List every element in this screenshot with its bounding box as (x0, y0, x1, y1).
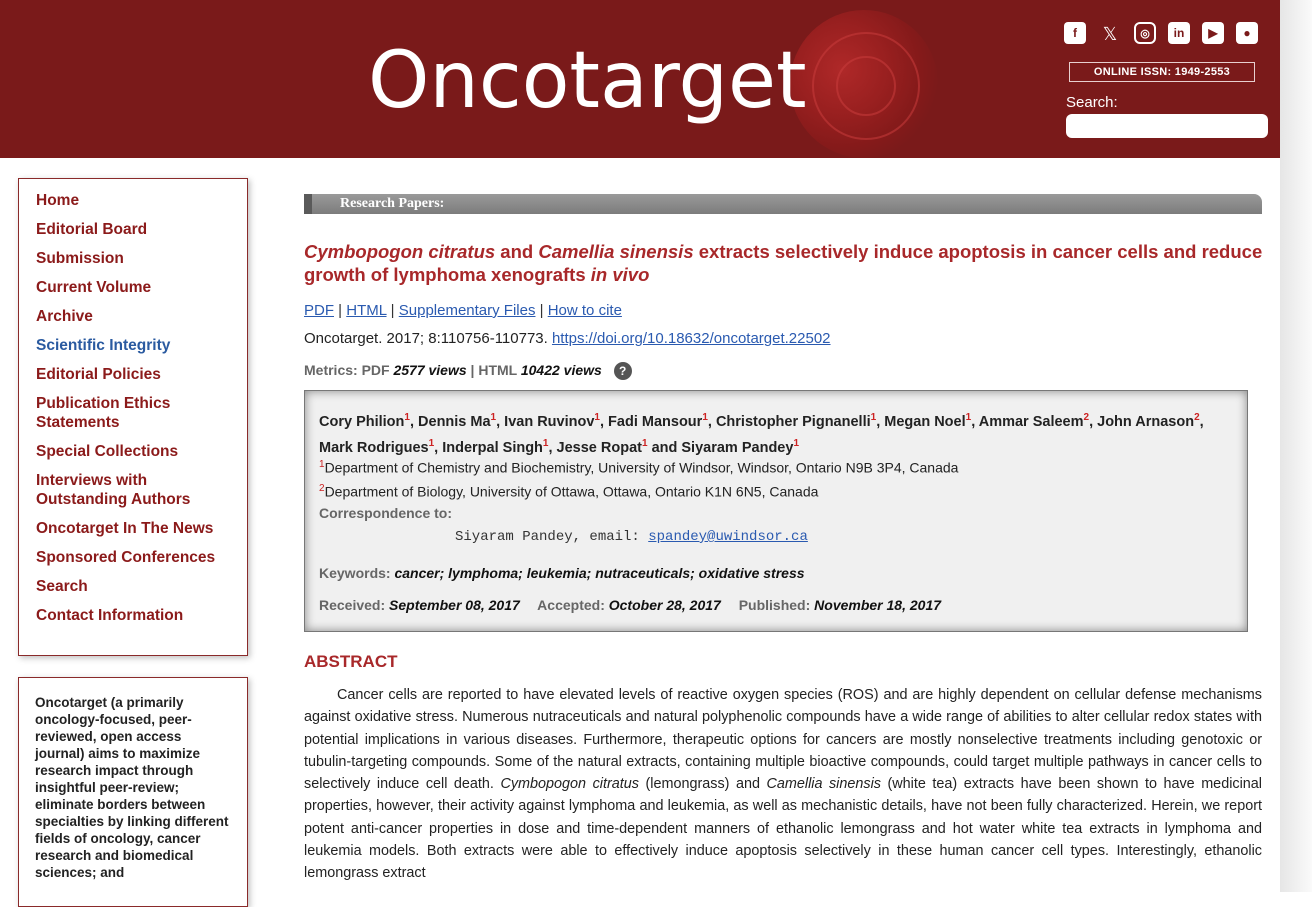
author: Christopher Pignanelli (715, 413, 871, 430)
supplementary-link[interactable]: Supplementary Files (398, 302, 536, 319)
sidebar-item-submission[interactable]: Submission (36, 250, 124, 267)
author: Dennis Ma (418, 413, 491, 430)
author: Inderpal Singh (442, 439, 543, 456)
section-label: Research Papers: (340, 196, 445, 211)
scrollbar-gutter (1280, 0, 1312, 892)
site-header (0, 0, 1280, 158)
author: Mark Rodrigues (319, 439, 429, 456)
author: Ammar Saleem (978, 413, 1084, 430)
how-to-cite-link[interactable]: How to cite (547, 302, 622, 319)
section-header (304, 194, 1262, 214)
social-links (1064, 22, 1258, 46)
linkedin-icon[interactable]: in (1168, 22, 1190, 44)
citation-line: Oncotarget. 2017; 8:110756-110773. https://doi.org/10.18632/oncotarget.22502 (304, 330, 831, 347)
correspondence-label: Correspondence to: (319, 505, 453, 521)
article-title: Cymbopogon citratus and Camellia sinensis extracts selectively induce apoptosis in cancer cells and reduce growth of lymphoma xenografts in vivo (304, 241, 1263, 285)
author: Jesse Ropat (556, 439, 642, 456)
author: Fadi Mansour (608, 413, 703, 430)
keywords: Keywords: cancer; lymphoma; leukemia; nutraceuticals; oxidative stress (319, 565, 805, 581)
abstract-text: Cancer cells are reported to have elevated levels of reactive oxygen species (ROS) and are highly dependent on cellular defense mechanisms against oxidative stress. Numerous nutraceuticals and natural polyphenolic compounds have a wide range of abilities to alter cellular redox states with potential implications in various diseases. Furthermore, therapeutic options for cancers are mostly nonselective treatments including genotoxic or tubulin-targeting compounds. Some of the natural extracts, containing multiple bioactive compounds, could target multiple pathways in cancer cells to selectively induce cell death. Cymbopogon citratus (lemongrass) and Camellia sinensis (white tea) extracts have been shown to have medicinal properties, however, their activity against lymphoma and leukemia, as well as mechanistic details, have not been fully characterized. Herein, we report potent anti-cancer properties in dose and time-dependent manners of ethanolic lemongrass and hot water white tea extracts in lymphoma and leukemia models. Both extracts were able to effectively induce apoptosis selectively in these human cancer cell types. Interestingly, ethanolic lemongrass extract (304, 687, 1262, 882)
youtube-icon[interactable]: ▶ (1202, 22, 1224, 44)
affiliation-1: $^1$Department of Chemistry and Biochemistry, University of Windsor, Windsor, Ontario N9B 3P4, Canada (319, 459, 959, 476)
publication-dates: Received: September 08, 2017 Accepted: October 28, 2017 Published: November 18, 2017 (319, 597, 942, 613)
sidebar-item-interviews[interactable]: Interviews with Outstanding Authors (36, 472, 191, 508)
logo-ring (836, 56, 896, 116)
sidebar-item-in-the-news[interactable]: Oncotarget In The News (36, 520, 214, 537)
affiliation-2: $^2$Department of Biology, University of Ottawa, Ottawa, Ontario K1N 6N5, Canada (319, 483, 819, 500)
author: Cory Philion (319, 413, 405, 430)
search-label: Search: (1066, 94, 1118, 111)
sidebar-item-sponsored-conferences[interactable]: Sponsored Conferences (36, 549, 216, 566)
article-info-box (304, 390, 1248, 632)
metrics-line: Metrics: PDF 2577 views | HTML 10422 views ? (304, 362, 632, 380)
instagram-icon[interactable]: ◎ (1134, 22, 1156, 44)
sidebar-item-publication-ethics[interactable]: Publication Ethics Statements (36, 395, 171, 431)
journal-description: Oncotarget (a primarily oncology-focused, peer-reviewed, open access journal) aims to maximize research impact through insightful peer-review; eliminate borders between specialties by linking different fields of oncology, cancer research and biomedical sciences; and (18, 677, 248, 907)
email-link[interactable]: spandey@uwindsor.ca (648, 529, 808, 545)
help-icon[interactable]: ? (614, 362, 632, 380)
author: John Arnason (1097, 413, 1195, 430)
sidebar-item-current-volume[interactable]: Current Volume (36, 279, 152, 296)
sidebar-item-home[interactable]: Home (36, 192, 80, 209)
sidebar-item-search[interactable]: Search (36, 578, 88, 595)
sidebar-item-archive[interactable]: Archive (36, 308, 93, 325)
abstract-heading: ABSTRACT (304, 652, 398, 671)
html-views: 10422 views (520, 362, 602, 378)
correspondence: Siyaram Pandey, email: spandey@uwindsor.ca (455, 529, 808, 545)
issn-badge: ONLINE ISSN: 1949-2553 (1069, 62, 1255, 82)
facebook-icon[interactable]: f (1064, 22, 1086, 44)
sidebar-item-scientific-integrity[interactable]: Scientific Integrity (36, 337, 171, 354)
author: Megan Noel (884, 413, 966, 430)
author: Siyaram Pandey (681, 439, 794, 456)
site-logo[interactable]: Oncotarget (368, 36, 807, 126)
pdf-views: 2577 views (393, 362, 467, 378)
search-input[interactable] (1066, 114, 1268, 138)
html-link[interactable]: HTML (346, 302, 387, 319)
author: Ivan Ruvinov (504, 413, 595, 430)
sidebar-item-editorial-policies[interactable]: Editorial Policies (36, 366, 161, 383)
x-icon[interactable]: 𝕏 (1102, 23, 1118, 44)
doi-link[interactable]: https://doi.org/10.18632/oncotarget.22502 (551, 330, 831, 347)
sidebar-item-contact[interactable]: Contact Information (36, 607, 184, 624)
sidebar-item-editorial-board[interactable]: Editorial Board (36, 221, 148, 238)
reddit-icon[interactable]: ● (1236, 22, 1258, 44)
sidebar-item-special-collections[interactable]: Special Collections (36, 443, 179, 460)
article-links: PDF | HTML | Supplementary Files | How to cite (304, 302, 622, 319)
pdf-link[interactable]: PDF (304, 302, 334, 319)
sidebar-nav (18, 178, 248, 656)
author-list: Cory Philion$^1$, Dennis Ma$^1$, Ivan Ruvinov$^1$, Fadi Mansour$^1$, Christopher Pignanelli$^1$, Megan Noel$^1$, Ammar Saleem$^2$, John Arnason$^2$, Mark Rodrigues$^1$, Inderpal Singh$^1$, Jesse Ropat$^1$ and Siyaram Pandey$^1$ (319, 412, 1204, 456)
